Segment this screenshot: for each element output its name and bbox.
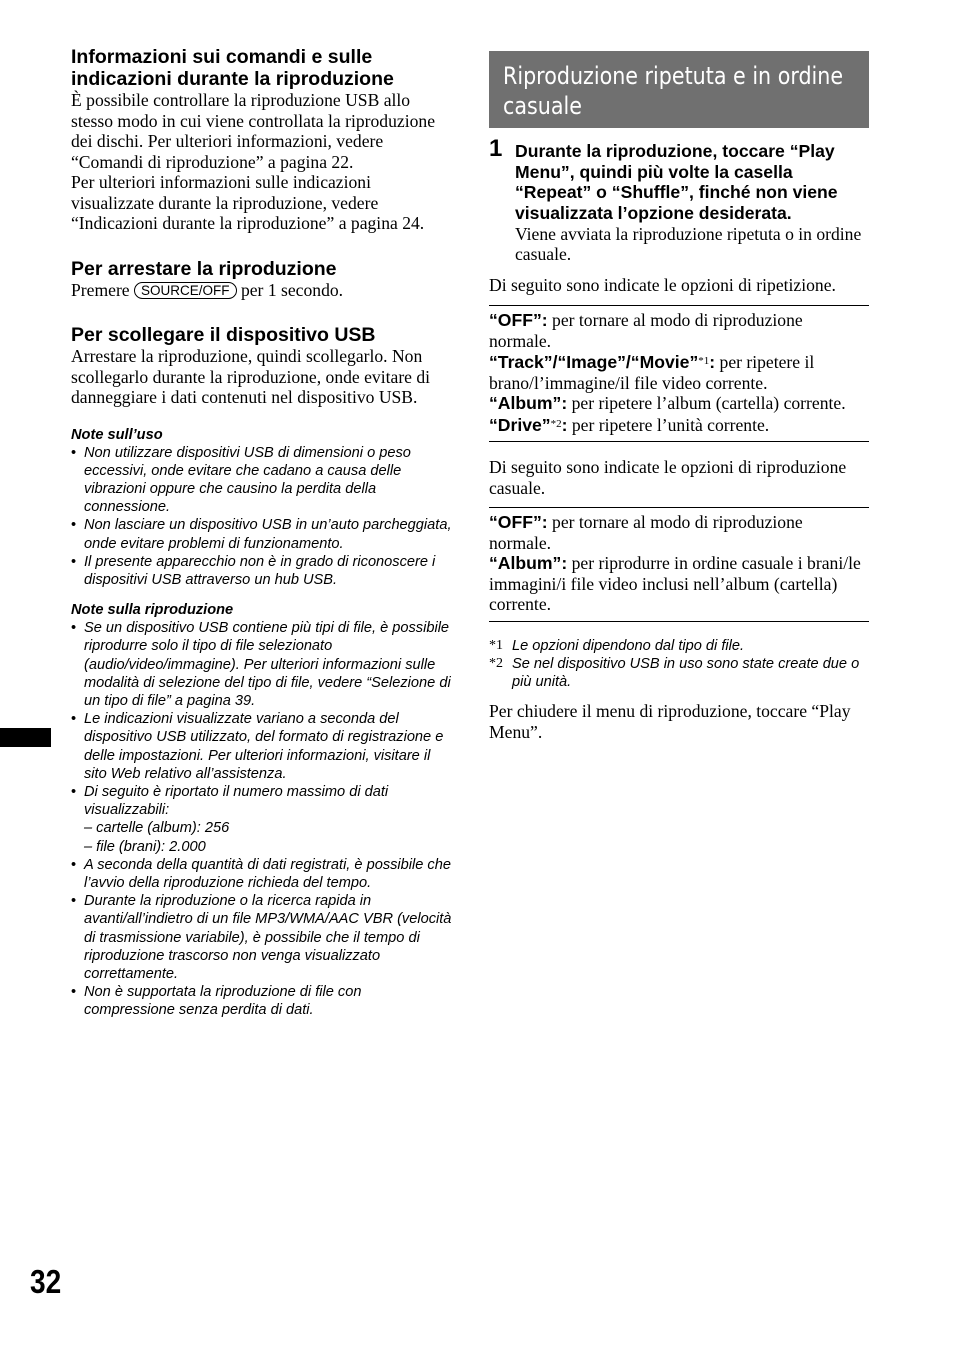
left-column	[71, 46, 453, 1020]
list-item: • Non lasciare un dispositivo USB in un’auto parcheggiata, onde evitare problemi di funzionamento.	[71, 517, 452, 552]
stop-post-text: per 1 secondo.	[240, 279, 344, 300]
section-title: Riproduzione ripetuta e in ordine casuale	[503, 62, 844, 120]
intro-paragraph-1: È possibile controllare la riproduzione USB allo stesso modo in cui viene controllata la riproduzione dei dischi. Per ulteriori informazioni, vedere “Comandi di riproduzione” a pagina 22.	[71, 90, 435, 172]
list-item: • Non è supportata la riproduzione di file con compressione senza perdita di dati.	[71, 984, 362, 1019]
list-item: • Se un dispositivo USB contiene più tipi di file, è possibile riprodurre solo il tipo di file selezionato (audio/video/immagine). Per ulteriori informazioni sulle modalità di selezione del tipo di file, vedere “Selezione di un tipo di file” a pagina 39.	[71, 620, 451, 709]
section-title-banner	[489, 51, 869, 128]
list-item: • Il presente apparecchio non è in grado di riconoscere i dispositivi USB attraverso un hub USB.	[71, 553, 436, 588]
divider	[489, 441, 869, 442]
list-item: • Durante la riproduzione o la ricerca rapida in avanti/all’indietro di un file MP3/WMA/AAC VBR (velocità di trasmissione variabile), è possibile che il tempo di riproduzione trascorso non venga visualizzato correttamente.	[71, 893, 452, 982]
step-result: Viene avviata la riproduzione ripetuta o in ordine casuale.	[515, 223, 862, 265]
max-files-line: – file (brani): 2.000	[84, 838, 206, 855]
repeat-option-album: “Album”: per ripetere l’album (cartella) corrente.	[489, 393, 846, 414]
right-column	[489, 51, 869, 742]
step-1	[489, 135, 869, 265]
notes-use-heading: Note sull’uso	[71, 426, 163, 443]
repeat-option-off: “OFF”: per tornare al modo di riproduzione normale.	[489, 310, 803, 351]
list-item: • A seconda della quantità di dati registrati, è possibile che l’avvio della riproduzione richieda del tempo.	[71, 856, 451, 891]
shuffle-options	[489, 508, 869, 621]
source-off-button-label: SOURCE/OFF	[134, 282, 237, 299]
notes-play-heading: Note sulla riproduzione	[71, 602, 234, 619]
footnotes	[489, 637, 869, 692]
notes-use-list	[71, 444, 453, 590]
section-tab-marker	[0, 728, 51, 747]
shuffle-intro: Di seguito sono indicate le opzioni di riproduzione casuale.	[489, 457, 847, 498]
disconnect-paragraph: Arrestare la riproduzione, quindi scollegarlo. Non scollegarlo durante la riproduzione, onde evitare di danneggiare i dati contenuti nel dispositivo USB.	[71, 346, 431, 407]
step-instruction: Durante la riproduzione, toccare “Play Menu”, quindi più volte la casella “Repeat” o “Shuffle”, finché non viene visualizzata l’opzione desiderata.	[515, 141, 838, 224]
stop-instruction	[71, 280, 453, 301]
repeat-option-track: “Track”/“Image”/“Movie”$^{*1}$: per ripetere il brano/l’immagine/il file video corrente.	[489, 352, 815, 393]
list-item: • Le indicazioni visualizzate variano a seconda del dispositivo USB utilizzato, del formato di registrazione e delle impostazioni. Per ulteriori informazioni, visitare il sito Web relativo all’assistenza.	[71, 711, 444, 782]
shuffle-option-album: “Album”: per riprodurre in ordine casuale i brani/le immagini/i file video inclusi nell’album (cartella) corrente.	[489, 553, 861, 615]
footnote-1: *1 Le opzioni dipendono dal tipo di file.	[489, 637, 745, 654]
step-number: 1	[489, 135, 503, 162]
notes-play-list	[71, 619, 453, 1019]
stop-pre-text: Premere	[71, 279, 130, 300]
intro-heading: Informazioni sui comandi e sulle indicazioni durante la riproduzione	[71, 46, 394, 90]
stop-heading: Per arrestare la riproduzione	[71, 257, 337, 280]
divider	[489, 621, 869, 622]
shuffle-option-off: “OFF”: per tornare al modo di riproduzione normale.	[489, 512, 803, 553]
intro-paragraph-2: Per ulteriori informazioni sulle indicazioni visualizzate durante la riproduzione, vedere “Indicazioni durante la riproduzione” a pagina 24.	[71, 172, 425, 233]
closing-instruction: Per chiudere il menu di riproduzione, toccare “Play Menu”.	[489, 701, 851, 742]
list-item: • Non utilizzare dispositivi USB di dimensioni o peso eccessivi, onde evitare che cadano a causa delle vibrazioni oppure che causino la perdita della connessione.	[71, 444, 411, 516]
repeat-intro: Di seguito sono indicate le opzioni di ripetizione.	[489, 274, 836, 295]
repeat-option-drive: “Drive”$^{*2}$: per ripetere l’unità corrente.	[489, 414, 770, 435]
repeat-options	[489, 306, 869, 441]
disconnect-heading: Per scollegare il dispositivo USB	[71, 324, 376, 346]
max-folders-line: – cartelle (album): 256	[84, 820, 230, 837]
footnote-2: *2 Se nel dispositivo USB in uso sono state create due o più unità.	[489, 656, 860, 691]
page-number: 32	[30, 1263, 62, 1300]
list-item: • Di seguito è riportato il numero massimo di dati visualizzabili: – cartelle (album): 256 – file (brani): 2.000	[71, 783, 389, 855]
